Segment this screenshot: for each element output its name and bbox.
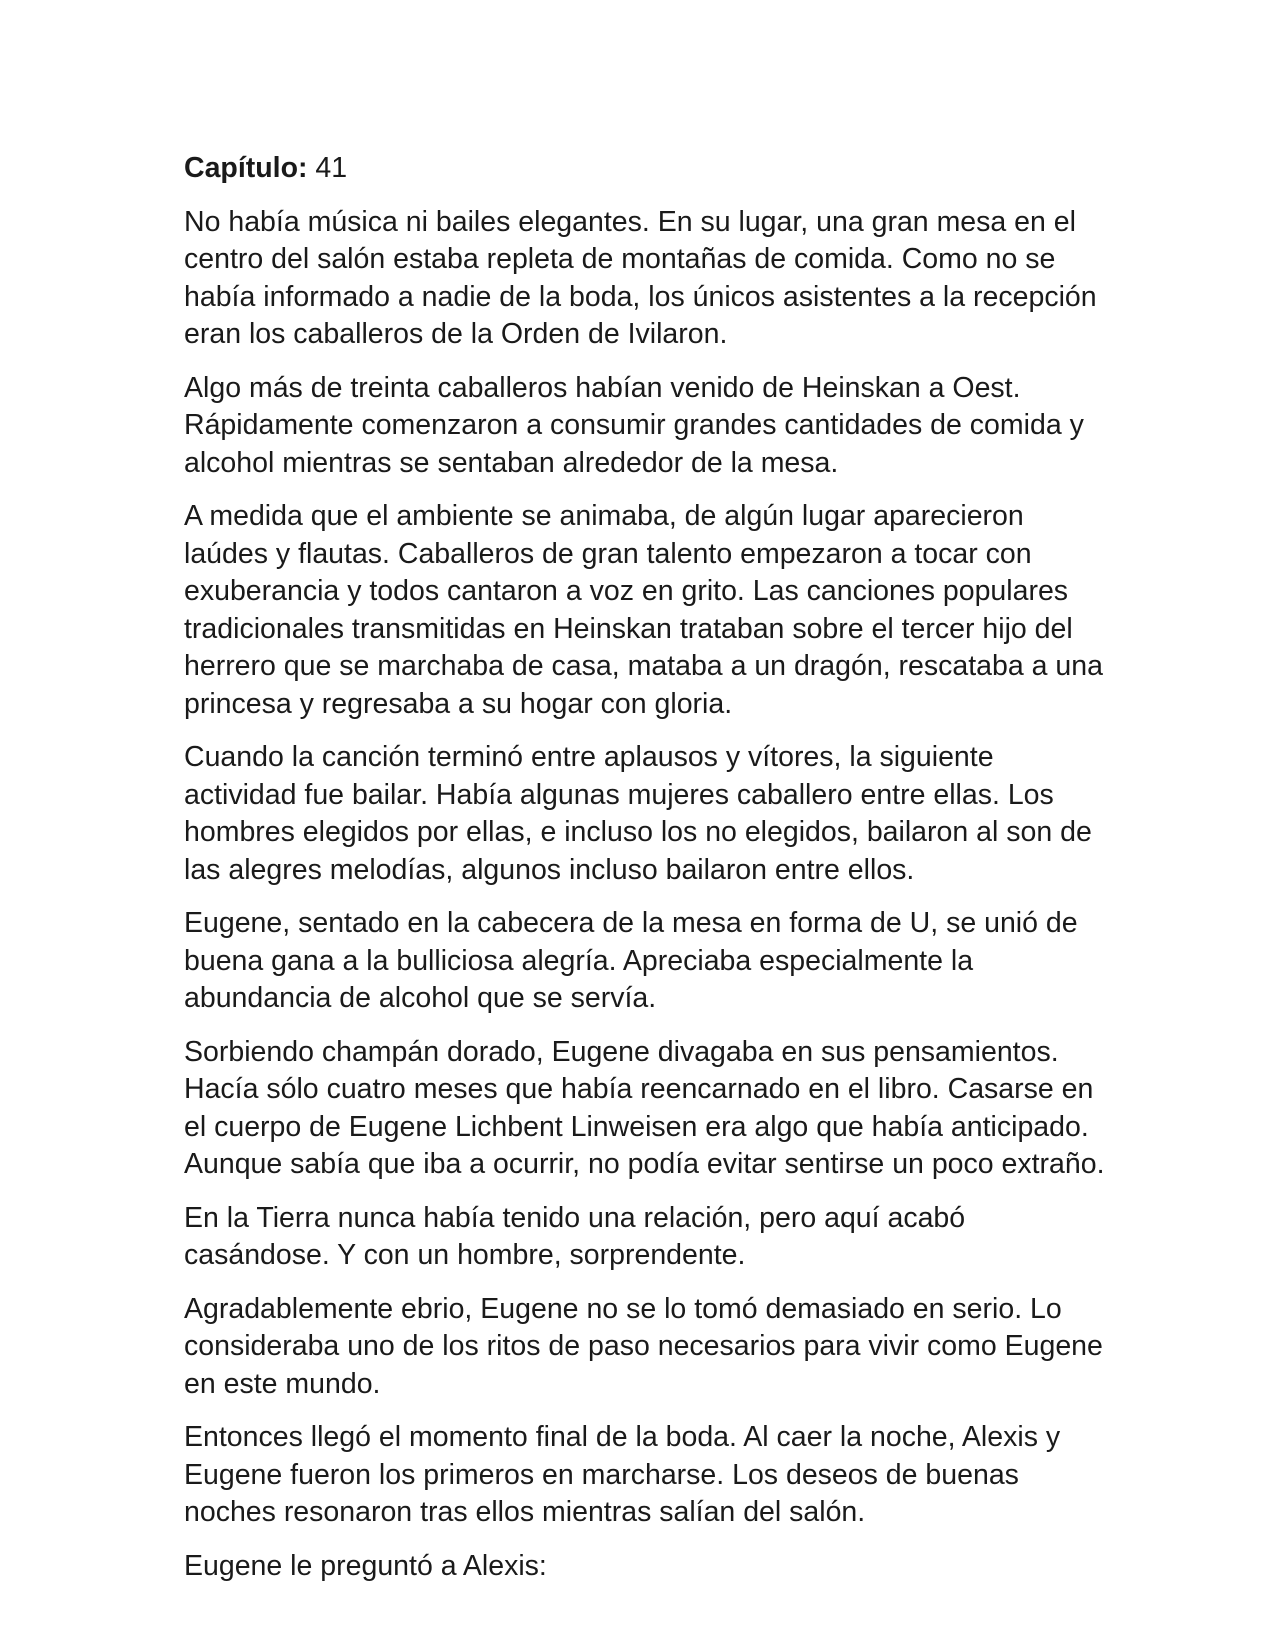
paragraph: No había música ni bailes elegantes. En su lugar, una gran mesa en el centro del salón estaba repleta de montañas de comida. Como no se había informado a nadie de la boda, los únicos asistentes a la recepción eran los caballeros de la Orden de Ivilaron.	[184, 205, 1097, 350]
chapter-number: 41	[315, 152, 348, 184]
paragraph: Sorbiendo champán dorado, Eugene divagaba en sus pensamientos. Hacía sólo cuatro meses que había reencarnado en el libro. Casarse en el cuerpo de Eugene Lichbent Linweisen era algo que había anticipado. Aunque sabía que iba a ocurrir, no podía evitar sentirse un poco extraño.	[184, 1035, 1105, 1180]
paragraph: Agradablemente ebrio, Eugene no se lo tomó demasiado en serio. Lo consideraba uno de los ritos de paso necesarios para vivir como Eugene en este mundo.	[184, 1292, 1103, 1400]
paragraph: En la Tierra nunca había tenido una relación, pero aquí acabó casándose. Y con un hombre, sorprendente.	[184, 1201, 966, 1271]
paragraph: Cuando la canción terminó entre aplausos y vítores, la siguiente actividad fue bailar. Había algunas mujeres caballero entre ellas. Los hombres elegidos por ellas, e incluso los no elegidos, bailaron al son de las alegres melodías, algunos incluso bailaron entre ellos.	[184, 741, 1092, 886]
paragraph: A medida que el ambiente se animaba, de algún lugar aparecieron laúdes y flautas. Caballeros de gran talento empezaron a tocar con exuberancia y todos cantaron a voz en grito. Las canciones populares tradicionales transmitidas en Heinskan trataban sobre el tercer hijo del herrero que se marchaba de casa, mataba a un dragón, rescataba a una princesa y regresaba a su hogar con gloria.	[184, 500, 1103, 720]
chapter-label: Capítulo:	[184, 152, 308, 184]
paragraph: Algo más de treinta caballeros habían venido de Heinskan a Oest. Rápidamente comenzaron a consumir grandes cantidades de comida y alcohol mientras se sentaban alrededor de la mesa.	[184, 371, 1084, 479]
paragraph: Eugene le preguntó a Alexis:	[184, 1549, 547, 1582]
paragraph: Eugene, sentado en la cabecera de la mesa en forma de U, se unió de buena gana a la bulliciosa alegría. Apreciaba especialmente la abundancia de alcohol que se servía.	[184, 907, 1078, 1014]
paragraph: Entonces llegó el momento final de la boda. Al caer la noche, Alexis y Eugene fueron los primeros en marcharse. Los deseos de buenas noches resonaron tras ellos mientras salían del salón.	[184, 1421, 1061, 1528]
chapter-heading	[184, 150, 1108, 188]
document-page	[184, 150, 1108, 1601]
